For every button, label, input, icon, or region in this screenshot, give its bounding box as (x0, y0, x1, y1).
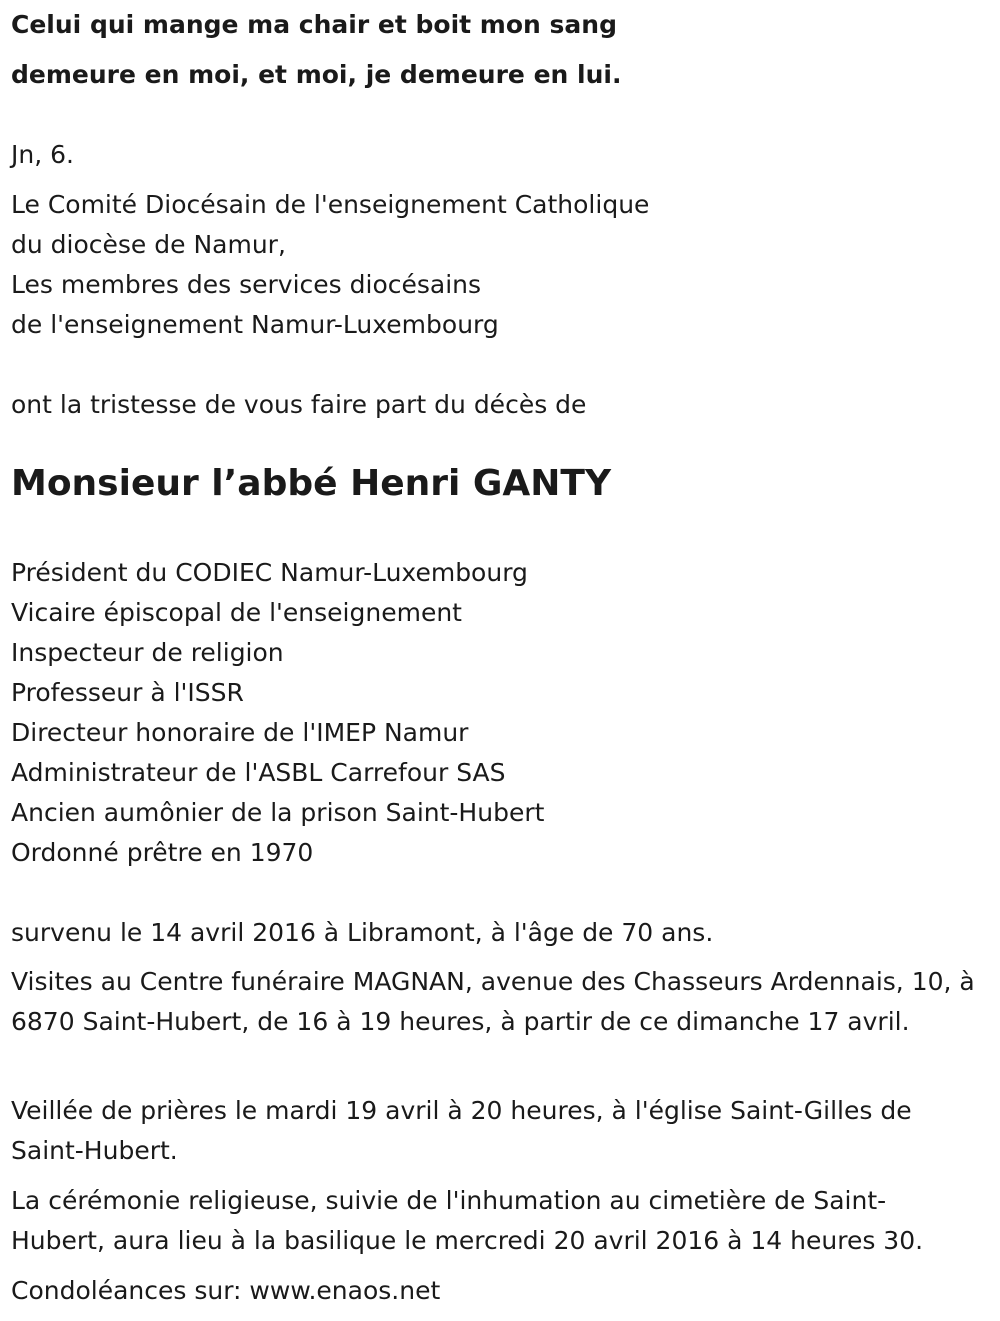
death-info: survenu le 14 avril 2016 à Libramont, à l'âge de 70 ans. (11, 918, 714, 947)
deceased-name: Monsieur l’abbé Henri GANTY (11, 463, 612, 504)
vigil-paragraph: Veillée de prières le mardi 19 avril à 20 heures, à l'église Saint-Gilles de Saint-Hubert. (11, 1096, 912, 1165)
title-line-1: Président du CODIEC Namur-Luxembourg (11, 558, 528, 587)
visits-paragraph: Visites au Centre funéraire MAGNAN, avenue des Chasseurs Ardennais, 10, à 6870 Saint-Hubert, de 16 à 19 heures, à partir de ce dimanche 17 avril. (11, 967, 975, 1036)
ceremony-paragraph: La cérémonie religieuse, suivie de l'inhumation au cimetière de Saint-Hubert, aura lieu à la basilique le mercredi 20 avril 2016 à 14 heures 30. (11, 1186, 924, 1255)
sender-line-4: de l'enseignement Namur-Luxembourg (11, 310, 499, 339)
title-line-6: Administrateur de l'ASBL Carrefour SAS (11, 758, 506, 787)
verse-line-2: demeure en moi, et moi, je demeure en lui. (11, 60, 622, 89)
title-line-5: Directeur honoraire de l'IMEP Namur (11, 718, 469, 747)
verse-reference: Jn, 6. (11, 140, 74, 169)
condolences-line: Condoléances sur: www.enaos.net (11, 1276, 441, 1305)
title-line-3: Inspecteur de religion (11, 638, 284, 667)
sender-line-3: Les membres des services diocésains (11, 270, 482, 299)
title-line-8: Ordonné prêtre en 1970 (11, 838, 314, 867)
announcement: ont la tristesse de vous faire part du décès de (11, 390, 587, 419)
verse-line-1: Celui qui mange ma chair et boit mon sang (11, 10, 617, 39)
title-line-4: Professeur à l'ISSR (11, 678, 244, 707)
title-line-2: Vicaire épiscopal de l'enseignement (11, 598, 462, 627)
sender-line-2: du diocèse de Namur, (11, 230, 286, 259)
sender-line-1: Le Comité Diocésain de l'enseignement Catholique (11, 190, 650, 219)
title-line-7: Ancien aumônier de la prison Saint-Hubert (11, 798, 545, 827)
